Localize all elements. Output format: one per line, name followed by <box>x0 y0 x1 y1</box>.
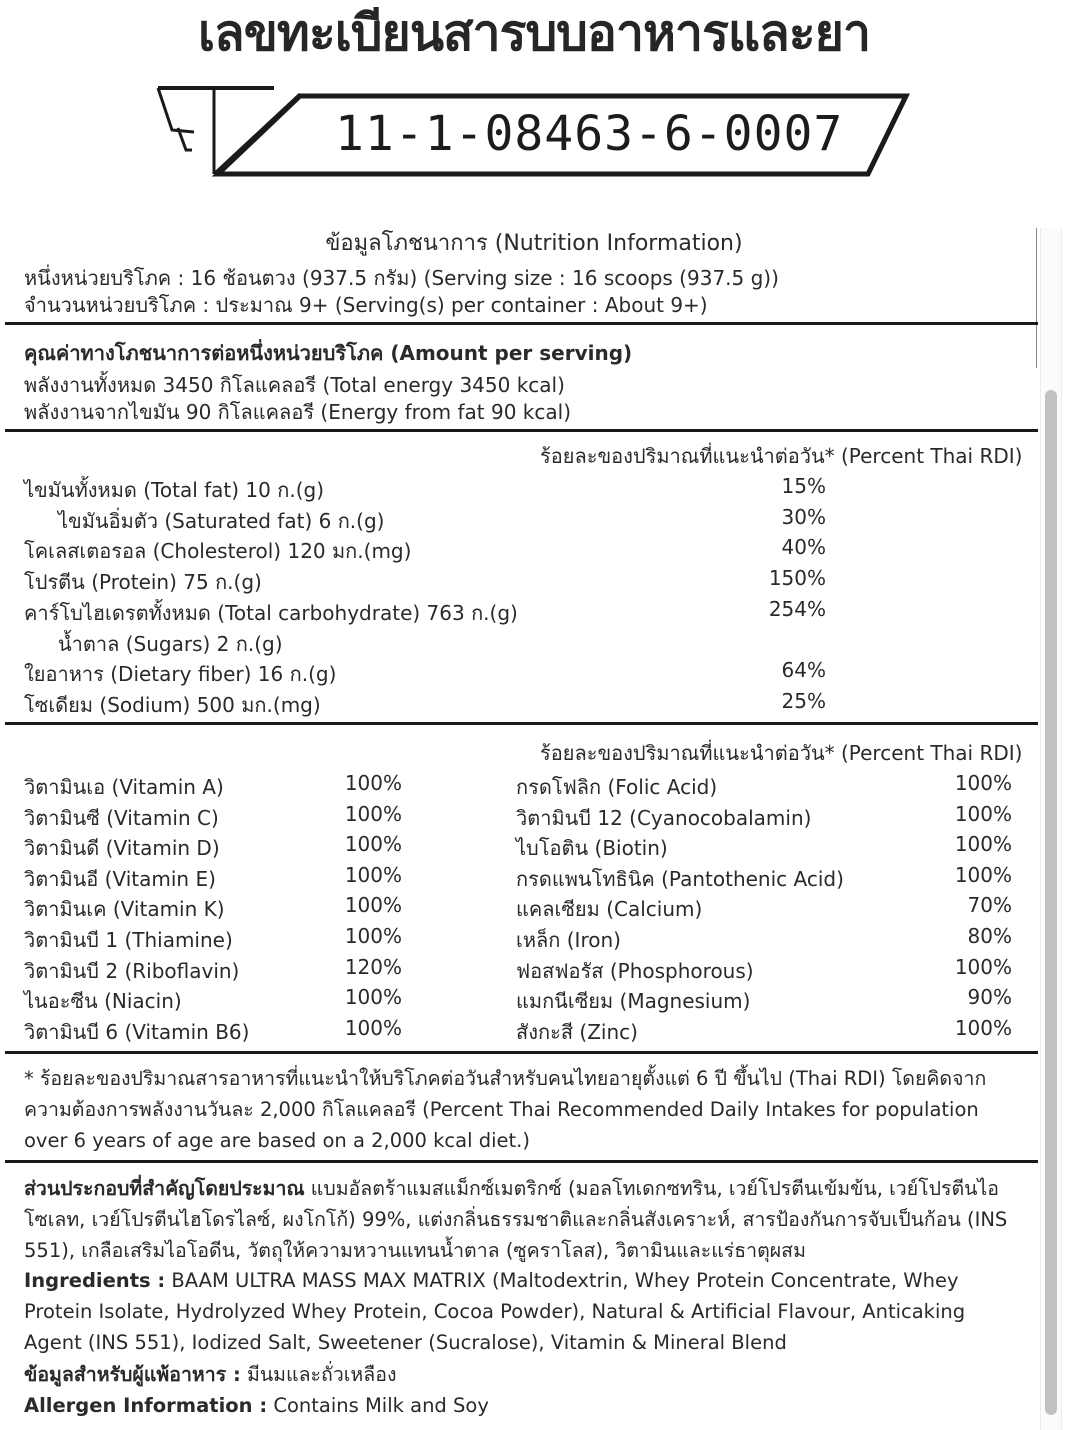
divider <box>5 1160 1038 1163</box>
vitamin-label: ไนอะซีน (Niacin) <box>24 989 182 1014</box>
nutrient-percent: 64% <box>781 658 826 683</box>
nutrient-percent: 15% <box>781 474 826 498</box>
vitamin-label: แคลเซียม (Calcium) <box>516 897 703 922</box>
rdi-header: ร้อยละของปริมาณที่แนะนำต่อวัน* (Percent Thai RDI) <box>540 444 1023 468</box>
vitamin-label: กรดโฟลิก (Folic Acid) <box>516 775 718 799</box>
serving-size: หนึ่งหน่วยบริโภค : 16 ช้อนตวง (937.5 กรัม) (Serving size : 16 scoops (937.5 g)) <box>24 266 779 290</box>
nutrient-percent: 25% <box>781 688 826 713</box>
servings-per-container: จำนวนหน่วยบริโภค : ประมาณ 9+ (Serving(s) per container : About 9+) <box>24 293 708 317</box>
nutrient-label: น้ำตาล (Sugars) 2 ก.(g) <box>58 631 283 656</box>
vitamin-percent: 100% <box>344 771 402 795</box>
amount-per-serving-label: คุณค่าทางโภชนาการต่อหนึ่งหน่วยบริโภค (Amount per serving) <box>24 341 633 365</box>
vitamin-percent: 100% <box>344 1015 402 1040</box>
nutrient-percent: 150% <box>768 566 826 591</box>
ingredients-english <box>24 1265 1019 1358</box>
vitamin-label: วิตามินเอ (Vitamin A) <box>24 775 224 799</box>
nutrient-label: คาร์โบไฮเดรตทั้งหมด (Total carbohydrate) 763 ก.(g) <box>24 600 518 625</box>
nutrient-label: ไขมันอิ่มตัว (Saturated fat) 6 ก.(g) <box>58 508 385 533</box>
vitamin-label: วิตามินบี 1 (Thiamine) <box>24 928 233 952</box>
vitamin-label: ไบโอติน (Biotin) <box>516 836 668 861</box>
vitamin-percent: 100% <box>344 924 402 948</box>
vitamin-label: วิตามินบี 6 (Vitamin B6) <box>24 1019 250 1044</box>
nutrient-label: โซเดียม (Sodium) 500 มก.(mg) <box>24 692 321 717</box>
vitamin-percent: 80% <box>967 924 1012 948</box>
allergen-en-text: Contains Milk and Soy <box>267 1394 489 1417</box>
ingredients-thai-label: ส่วนประกอบที่สำคัญโดยประมาณ <box>24 1177 305 1200</box>
vitamin-label: วิตามินบี 2 (Riboflavin) <box>24 958 240 983</box>
vitamin-percent: 100% <box>954 771 1012 795</box>
vitamin-label: ฟอสฟอรัส (Phosphorous) <box>516 958 754 983</box>
vitamin-percent: 100% <box>954 832 1012 857</box>
allergen-en-label: Allergen Information : <box>24 1394 268 1417</box>
scrollbar-thumb[interactable] <box>1045 390 1057 1415</box>
nutrient-label: โคเลสเตอรอล (Cholesterol) 120 มก.(mg) <box>24 539 412 564</box>
ingredients-thai <box>24 1173 1019 1266</box>
vitamin-label: วิตามินซี (Vitamin C) <box>24 805 219 830</box>
energy-from-fat: พลังงานจากไขมัน 90 กิโลแคลอรี (Energy from fat 90 kcal) <box>24 400 572 424</box>
vitamin-label: เหล็ก (Iron) <box>516 928 621 952</box>
total-energy: พลังงานทั้งหมด 3450 กิโลแคลอรี (Total energy 3450 kcal) <box>24 373 565 397</box>
vitamin-percent: 100% <box>954 1015 1012 1040</box>
vitamin-label: กรดแพนโทธินิค (Pantothenic Acid) <box>516 866 844 891</box>
nutrient-percent: 254% <box>768 596 826 621</box>
vitamin-label: วิตามินดี (Vitamin D) <box>24 836 220 861</box>
nutrition-section-title: ข้อมูลโภชนาการ (Nutrition Information) <box>325 231 743 256</box>
vitamin-label: วิตามินบี 12 (Cyanocobalamin) <box>516 805 812 830</box>
vitamin-percent: 70% <box>967 893 1012 918</box>
fda-registration-box <box>150 82 920 184</box>
vitamins-rdi-header: ร้อยละของปริมาณที่แนะนำต่อวัน* (Percent Thai RDI) <box>540 741 1023 765</box>
vitamin-percent: 100% <box>954 862 1012 887</box>
divider <box>5 1051 1038 1054</box>
nutrient-label: ใยอาหาร (Dietary fiber) 16 ก.(g) <box>24 662 337 687</box>
vitamin-percent: 100% <box>954 801 1012 826</box>
vitamin-percent: 90% <box>967 985 1012 1010</box>
allergen-thai-text: มีนมและถั่วเหลือง <box>240 1363 397 1386</box>
allergen-english <box>24 1390 1019 1421</box>
nutrient-percent: 40% <box>781 535 826 560</box>
divider <box>5 429 1038 432</box>
rdi-footnote: * ร้อยละของปริมาณสารอาหารที่แนะนำให้บริโภคต่อวันสำหรับคนไทยอายุตั้งแต่ 6 ปี ขึ้นไป (Thai RDI) โดยคิดจากความต้องการพลังงานวันละ 2,000 กิโลแคลอรี (Percent Thai Recommended Daily Intakes for population over 6 years of age are based on a 2,000 kcal diet.) <box>24 1067 987 1152</box>
divider <box>5 722 1038 725</box>
vitamin-label: สังกะสี (Zinc) <box>516 1019 638 1044</box>
allergen-thai-label: ข้อมูลสำหรับผู้แพ้อาหาร : <box>24 1363 241 1386</box>
nutrient-label: ไขมันทั้งหมด (Total fat) 10 ก.(g) <box>24 478 324 502</box>
nutrient-label: โปรตีน (Protein) 75 ก.(g) <box>24 570 262 595</box>
vitamin-percent: 100% <box>344 985 402 1010</box>
vitamin-label: วิตามินอี (Vitamin E) <box>24 866 216 891</box>
page-title: เลขทะเบียนสารบบอาหารและยา <box>197 4 871 62</box>
vitamin-label: แมกนีเซียม (Magnesium) <box>516 989 751 1014</box>
vitamin-percent: 100% <box>344 832 402 857</box>
vitamin-percent: 100% <box>344 801 402 826</box>
vitamin-percent: 100% <box>954 954 1012 979</box>
vitamin-label: วิตามินเค (Vitamin K) <box>24 897 225 922</box>
nutrient-percent: 30% <box>781 504 826 529</box>
ingredients-thai-text: แบมอัลตร้าแมสแม็กซ์เมตริกซ์ (มอลโทเดกซทริน, เวย์โปรตีนเข้มข้น, เวย์โปรตีนไอโซเลท, เวย์โปรตีนไฮโดรไลซ์, ผงโกโก้) 99%, แต่งกลิ่นธรรมชาติและกลิ่นสังเคราะห์, สารป้องกันการจับเป็นก้อน (INS 551), เกลือเสริมไอโอดีน, วัตถุให้ความหวานแทนน้ำตาล (ซูคราโลส), วิตามินและแร่ธาตุผสม <box>24 1177 1008 1262</box>
vitamin-percent: 100% <box>344 893 402 918</box>
ingredients-en-text: BAAM ULTRA MASS MAX MATRIX (Maltodextrin, Whey Protein Concentrate, Whey Protein Isolate, Hydrolyzed Whey Protein, Cocoa Powder), Natural & Artificial Flavour, Anticaking Agent (INS 551), Iodized Salt, Sweetener (Sucralose), Vitamin & Mineral Blend <box>24 1269 966 1354</box>
vitamin-percent: 100% <box>344 862 402 887</box>
registration-number: 11-1-08463-6-0007 <box>335 106 844 162</box>
vitamin-percent: 120% <box>344 954 402 979</box>
allergen-thai <box>24 1359 1019 1390</box>
divider <box>5 322 1038 325</box>
ingredients-en-label: Ingredients : <box>24 1269 166 1292</box>
